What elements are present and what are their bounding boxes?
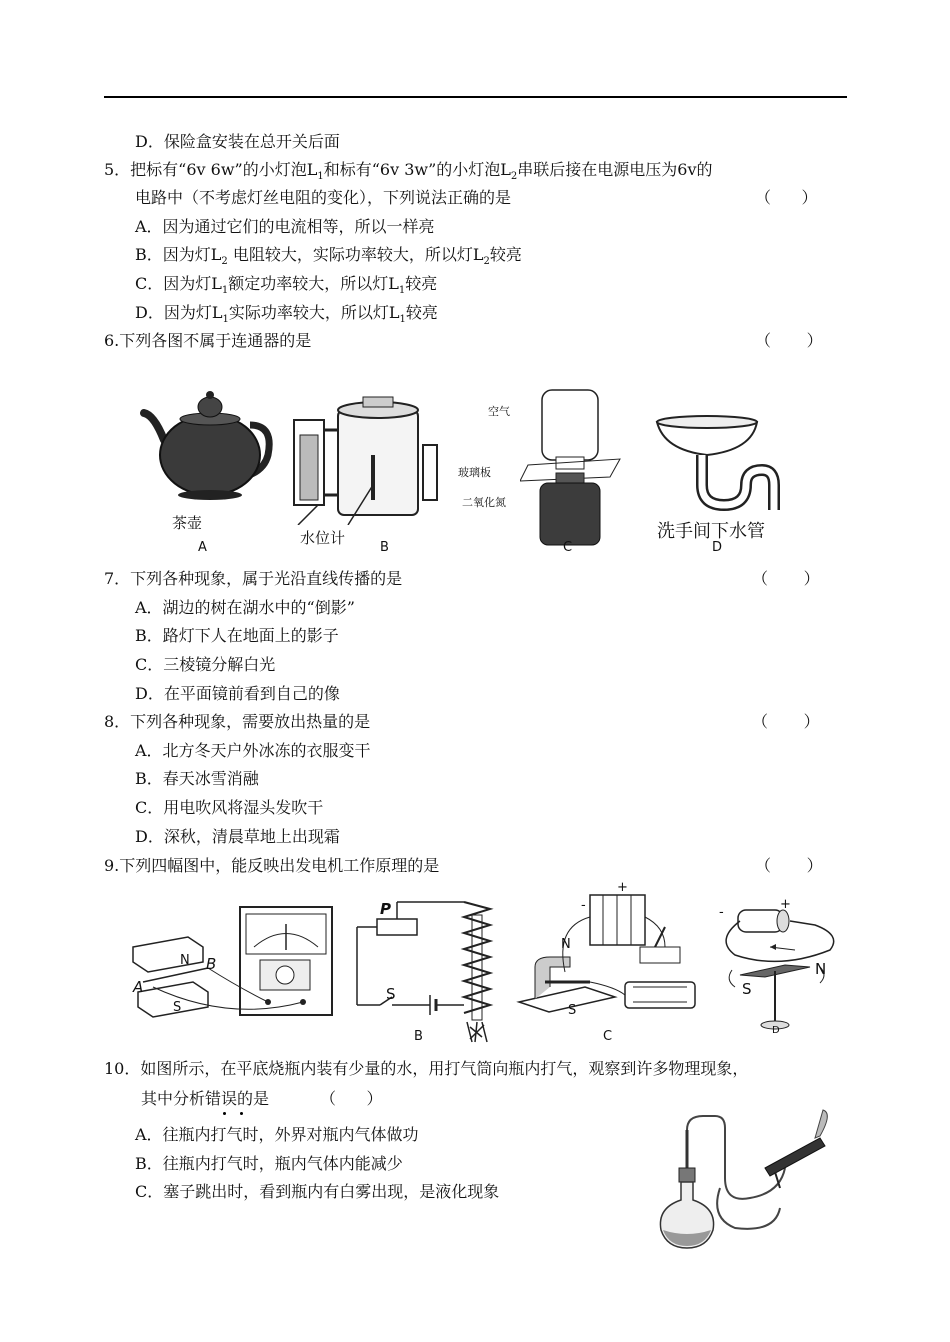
figA-a-label: A — [133, 978, 144, 996]
figD-minus-label: - — [719, 905, 724, 920]
q7-stem: 7．下列各种现象，属于光沿直线传播的是 — [104, 569, 403, 588]
figD-plus-label: + — [780, 897, 791, 912]
figC-plus-label: + — [617, 880, 628, 895]
figC-s-label: S — [568, 1003, 577, 1018]
q8-answer-paren: （ ） — [752, 712, 820, 731]
q5-stem-line2: 电路中（不考虑灯丝电阻的变化），下列说法正确的是 — [135, 188, 512, 207]
figure-letter-b-q9: B — [414, 1029, 423, 1044]
figure-letter-b: B — [380, 540, 389, 555]
q8-option-c: C．用电吹风将湿头发吹干 — [135, 798, 324, 817]
figC-minus-label: - — [581, 898, 586, 913]
figA-s-label: S — [173, 1000, 182, 1015]
figure-letter-d-q9: D — [772, 1025, 780, 1036]
figD-n-label: N — [815, 960, 827, 978]
figure-letter-a: A — [198, 540, 207, 555]
nitrogen-dioxide-label: 二氧化氮 — [462, 496, 506, 509]
q7-answer-paren: （ ） — [752, 569, 820, 588]
figA-n-label: N — [180, 953, 190, 968]
emphasis-dot — [223, 1112, 226, 1115]
q8-option-a: A．北方冬天户外冰冻的衣服变干 — [135, 741, 371, 760]
q10-option-b: B．往瓶内打气时，瓶内气体内能减少 — [135, 1154, 403, 1173]
q5-option-c: C．因为灯$L_1$额定功率较大，所以灯$L_1$较亮 — [135, 274, 438, 297]
q7-option-d: D．在平面镜前看到自己的像 — [135, 684, 340, 703]
figure-letter-c: C — [563, 540, 573, 555]
q10-stem-line2: 其中分析错误的是 — [141, 1089, 270, 1108]
flask-pump-figure — [655, 1108, 835, 1253]
glass-plate-label: 玻璃板 — [458, 466, 491, 479]
q4-option-d: D．保险盒安装在总开关后面 — [135, 132, 340, 151]
figure-letter-c-q9: C — [603, 1029, 613, 1044]
q7-option-c: C．三棱镜分解白光 — [135, 655, 276, 674]
q9-answer-paren: （ ） — [755, 856, 823, 875]
galvanometer-figure — [128, 902, 338, 1027]
q10-stem-line1: 10．如图所示，在平底烧瓶内装有少量的水，用打气筒向瓶内打气，观察到许多物理现象， — [104, 1059, 749, 1078]
teapot-figure — [132, 385, 282, 510]
figA-b-label: B — [206, 955, 217, 973]
q5-answer-paren: （ ） — [755, 188, 818, 207]
figC-n-label: N — [561, 937, 571, 952]
sink-drain-figure — [652, 410, 782, 515]
header-rule — [104, 96, 847, 98]
q5-option-b: B．因为灯$L_2$ 电阻较大，实际功率较大，所以灯$L_2$较亮 — [135, 245, 522, 268]
emphasis-dot — [240, 1112, 243, 1115]
water-gauge-label: 水位计 — [300, 529, 346, 547]
figure-letter-d: D — [712, 540, 723, 555]
q8-option-b: B．春天冰雪消融 — [135, 769, 259, 788]
q7-option-b: B．路灯下人在地面上的影子 — [135, 626, 339, 645]
q6-stem: 6.下列各图不属于连通器的是 — [104, 331, 312, 350]
q10-option-c: C．塞子跳出时，看到瓶内有白雾出现，是液化现象 — [135, 1182, 500, 1201]
motor-circuit-figure — [515, 887, 705, 1027]
teapot-label: 茶壶 — [172, 514, 203, 532]
q7-option-a: A．湖边的树在湖水中的“倒影” — [135, 598, 355, 617]
figB-s-label: S — [386, 985, 396, 1003]
air-label: 空气 — [488, 405, 510, 418]
q9-stem: 9.下列四幅图中，能反映出发电机工作原理的是 — [104, 856, 440, 875]
q6-answer-paren: （ ） — [755, 331, 823, 350]
q5-option-d: D．因为灯$L_1$实际功率较大，所以灯$L_1$较亮 — [135, 303, 438, 326]
figD-s-label: S — [742, 980, 752, 998]
q10-answer-paren: （ ） — [320, 1089, 383, 1108]
q10-option-a: A．往瓶内打气时，外界对瓶内气体做功 — [135, 1125, 419, 1144]
q8-stem: 8．下列各种现象，需要放出热量的是 — [104, 712, 371, 731]
q8-option-d: D．深秋，清晨草地上出现霜 — [135, 827, 340, 846]
q5-stem-line1: 5．把标有“6v 6w”的小灯泡$L_1$和标有“6v 3w”的小灯泡$L_2$串联后接在电源电压为6v的 — [104, 160, 713, 183]
q5-option-a: A．因为通过它们的电流相等，所以一样亮 — [135, 217, 435, 236]
gas-diffusion-figure — [520, 385, 630, 550]
drain-pipe-label: 洗手间下水管 — [657, 521, 765, 542]
electromagnet-figure — [352, 897, 512, 1047]
figB-p-label: P — [380, 900, 391, 918]
water-gauge-figure — [288, 395, 448, 525]
